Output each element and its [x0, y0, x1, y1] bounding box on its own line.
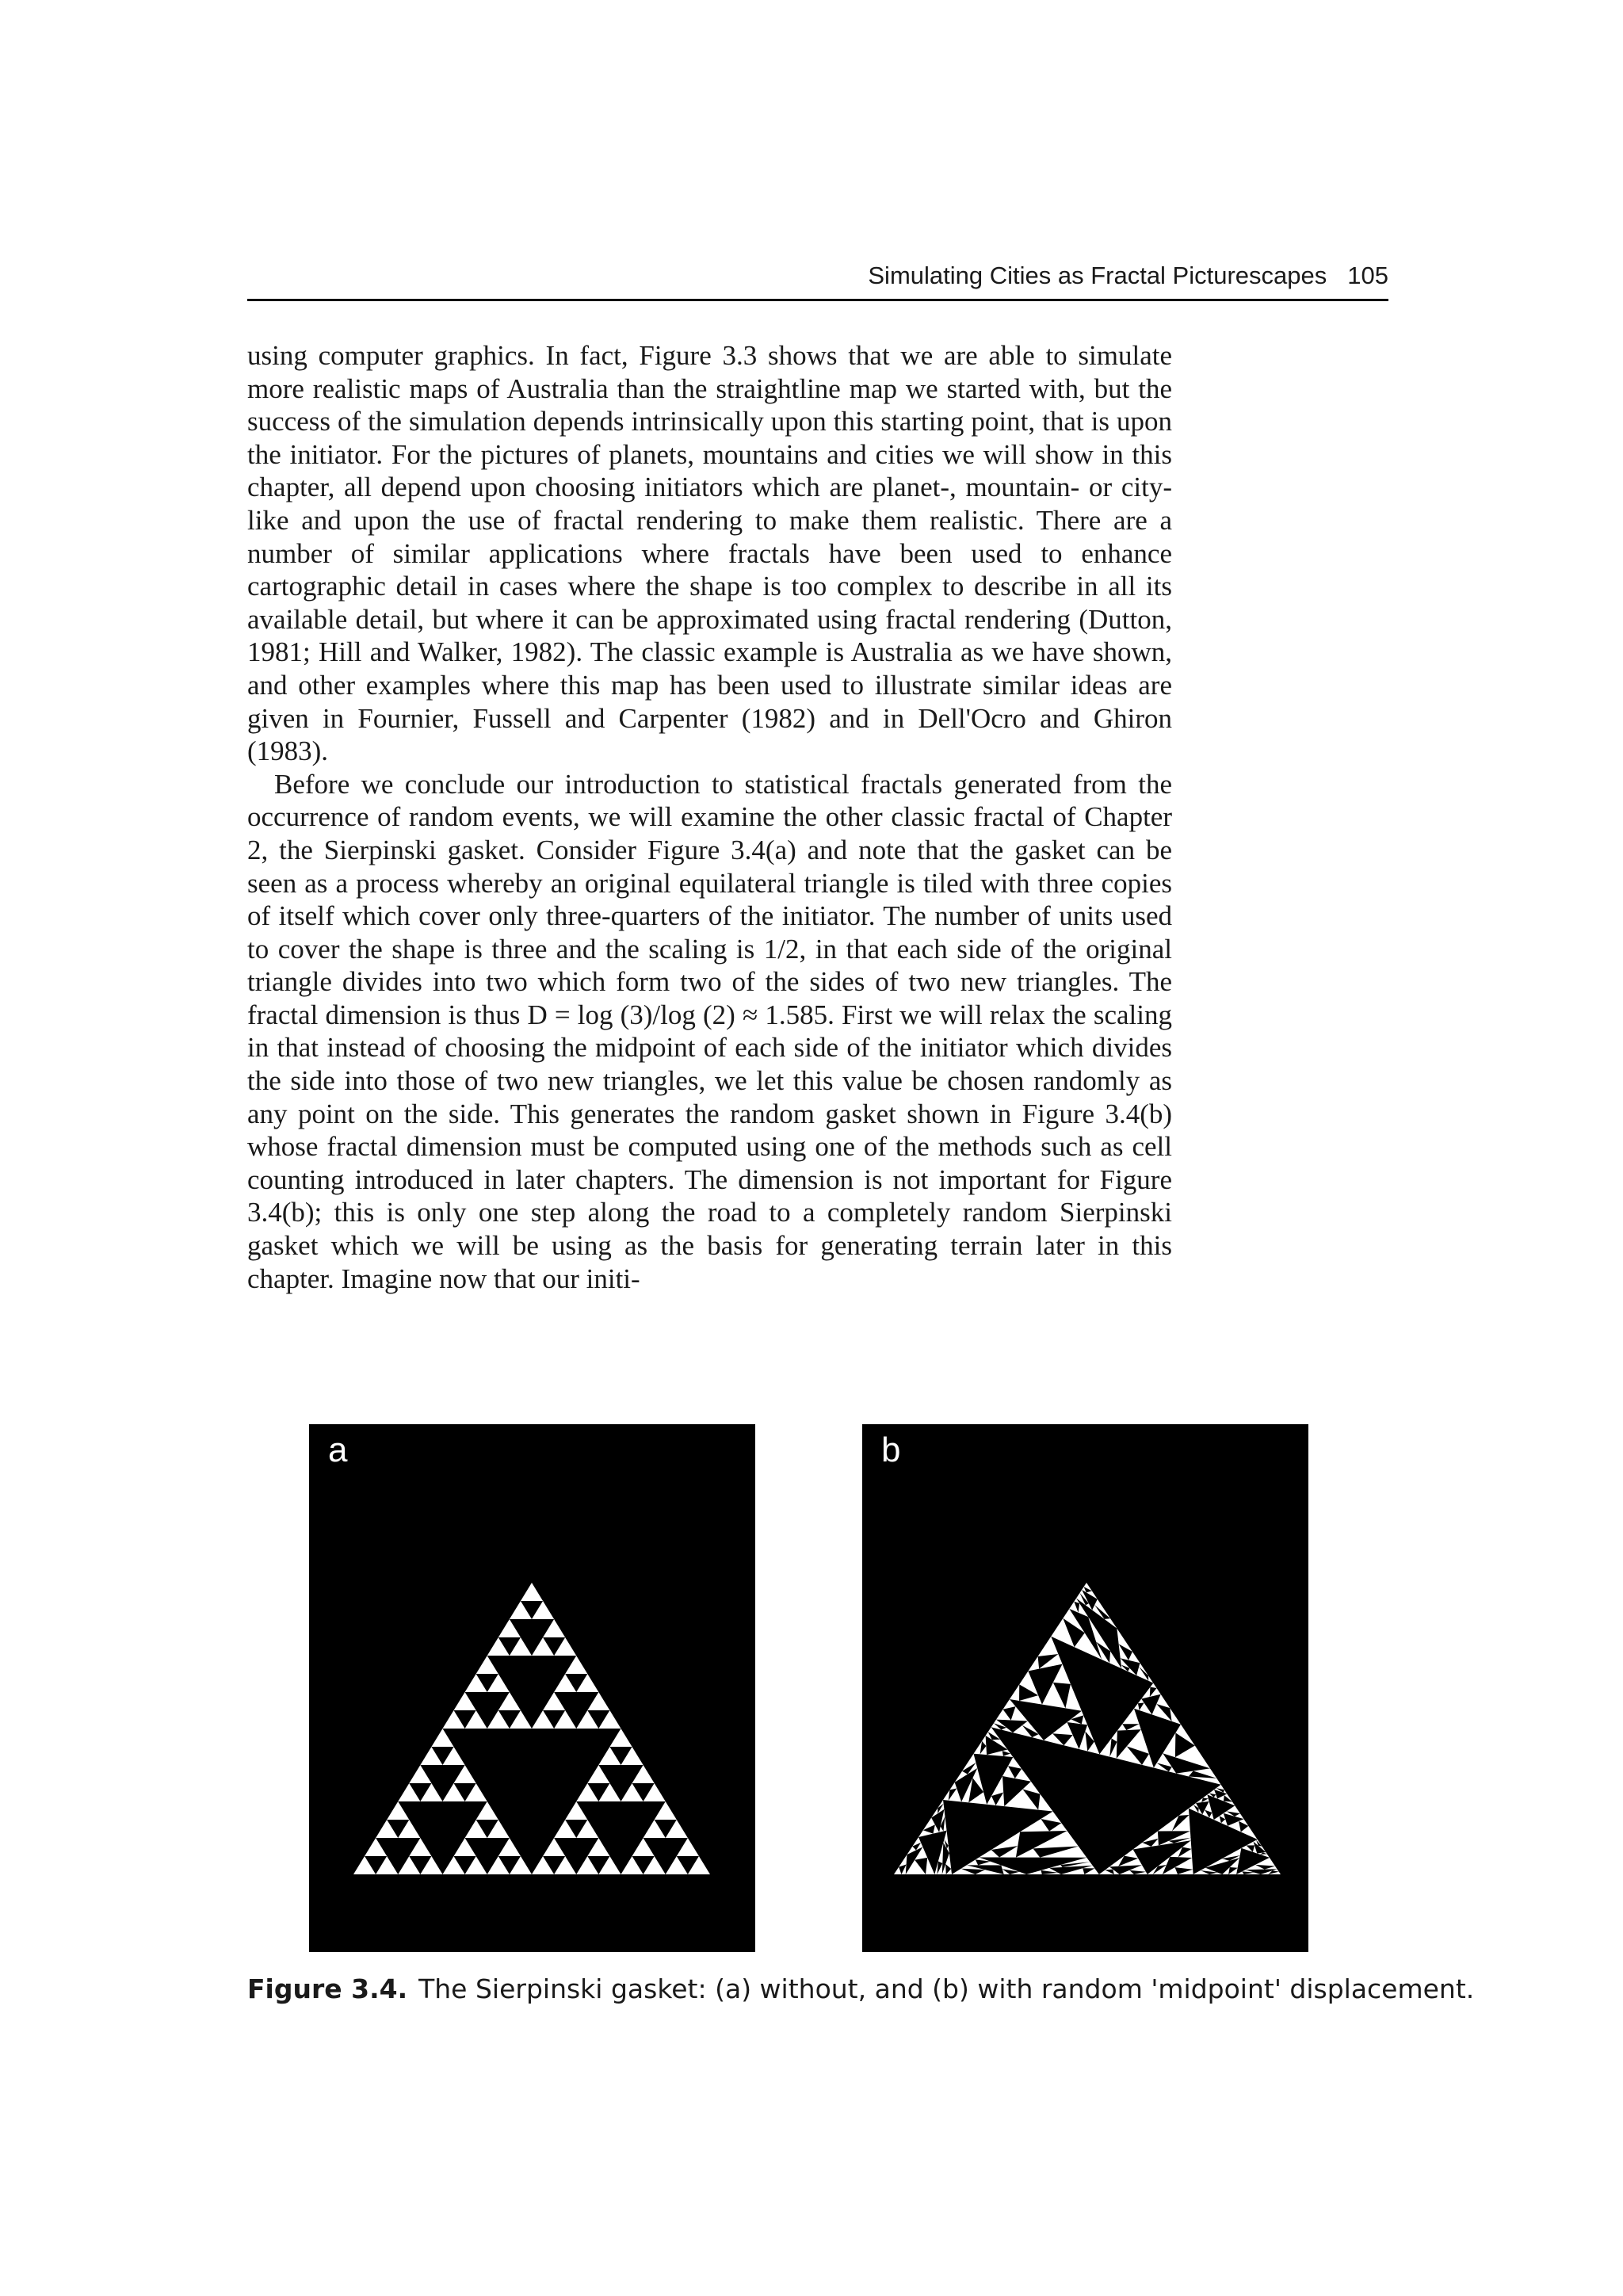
gasket-triangle [1148, 1675, 1153, 1683]
gasket-triangle [1242, 1870, 1254, 1872]
gasket-triangle [1020, 1819, 1049, 1832]
gasket-triangle [587, 1765, 609, 1783]
gasket-triangle [1193, 1768, 1217, 1778]
gasket-triangle [991, 1776, 1003, 1796]
gasket-triangle [621, 1747, 643, 1765]
gasket-triangle [443, 1747, 465, 1765]
gasket-triangle [420, 1783, 442, 1801]
gasket-triangle [1085, 1725, 1094, 1741]
gasket-triangle [1016, 1848, 1040, 1857]
gasket-triangle [1052, 1722, 1073, 1735]
sierpinski-gasket-regular [309, 1424, 755, 1952]
gasket-triangle [1134, 1872, 1148, 1874]
gasket-triangle [1224, 1790, 1227, 1794]
gasket-triangle [454, 1838, 476, 1856]
gasket-triangle [1003, 1699, 1016, 1710]
gasket-triangle [1071, 1711, 1083, 1719]
gasket-triangle [1038, 1637, 1059, 1656]
gasket-triangle [1099, 1870, 1114, 1874]
gasket-triangle [972, 1768, 983, 1792]
gasket-triangle [961, 1865, 985, 1870]
gasket-triangle [1258, 1846, 1266, 1852]
gasket-triangle [1003, 1753, 1013, 1756]
gasket-triangle [1178, 1809, 1189, 1816]
gasket-triangle [587, 1838, 609, 1856]
gasket-triangle [894, 1867, 901, 1874]
gasket-triangle [521, 1583, 543, 1601]
gasket-triangle [576, 1820, 598, 1838]
gasket-triangle [1019, 1671, 1038, 1695]
gasket-triangle [1126, 1724, 1140, 1730]
gasket-triangle [1170, 1708, 1181, 1725]
gasket-triangle [961, 1778, 972, 1802]
gasket-triangle [1203, 1794, 1209, 1798]
gasket-triangle [1112, 1731, 1117, 1742]
gasket-triangle [1086, 1591, 1098, 1599]
gasket-triangle [931, 1808, 938, 1817]
gasket-triangle [1086, 1603, 1092, 1610]
gasket-triangle [899, 1855, 907, 1867]
gasket-triangle [1253, 1845, 1257, 1853]
gasket-triangle [1064, 1735, 1079, 1749]
gasket-triangle [1247, 1842, 1254, 1846]
gasket-triangle [906, 1860, 926, 1874]
gasket-triangle [510, 1856, 532, 1874]
gasket-triangle [1221, 1819, 1228, 1826]
gasket-triangle [991, 1832, 1020, 1850]
gasket-triangle [598, 1856, 621, 1874]
gasket-triangle [532, 1856, 554, 1874]
gasket-triangle [939, 1826, 943, 1832]
gasket-triangle [465, 1674, 487, 1692]
gasket-triangle [979, 1850, 999, 1858]
gasket-triangle [1004, 1790, 1038, 1810]
gasket-triangle [901, 1865, 906, 1874]
gasket-triangle [465, 1856, 487, 1874]
panel-label-b: b [881, 1431, 901, 1469]
gasket-triangle [1273, 1869, 1279, 1871]
gasket-triangle [987, 1751, 1003, 1756]
gasket-triangle [543, 1692, 565, 1710]
gasket-triangle [915, 1847, 927, 1859]
gasket-triangle [487, 1820, 510, 1838]
gasket-triangle [1082, 1715, 1087, 1725]
gasket-triangle [1159, 1841, 1174, 1846]
gasket-triangle [1236, 1871, 1244, 1874]
gasket-triangle [398, 1820, 420, 1838]
gasket-triangle [1239, 1819, 1248, 1826]
gasket-triangle [933, 1824, 939, 1833]
gasket-triangle [353, 1856, 376, 1874]
gasket-triangle [1222, 1867, 1229, 1874]
gasket-triangle [543, 1838, 565, 1856]
gasket-triangle [1039, 1654, 1062, 1669]
gasket-triangle [376, 1856, 398, 1874]
gasket-triangle [942, 1864, 946, 1874]
figure-caption [247, 1973, 1475, 2004]
gasket-triangle [1038, 1794, 1052, 1812]
gasket-triangle [376, 1820, 398, 1838]
gasket-triangle [1176, 1771, 1193, 1776]
gasket-triangle [565, 1656, 587, 1674]
gasket-triangle [554, 1820, 576, 1838]
gasket-triangle [1209, 1873, 1222, 1874]
gasket-triangle [554, 1637, 576, 1656]
gasket-triangle [1142, 1754, 1154, 1768]
gasket-triangle [1224, 1801, 1235, 1806]
gasket-triangle [1141, 1687, 1150, 1699]
gasket-triangle [510, 1710, 532, 1729]
gasket-triangle [1028, 1656, 1039, 1671]
gasket-triangle [1042, 1683, 1065, 1709]
gasket-triangle [1246, 1865, 1265, 1870]
gasket-triangle [1150, 1683, 1156, 1688]
gasket-triangle [1205, 1859, 1229, 1867]
gasket-triangle [532, 1710, 554, 1729]
gasket-triangle [677, 1838, 699, 1856]
gasket-triangle [1228, 1821, 1241, 1832]
gasket-triangle [609, 1729, 632, 1747]
gasket-triangle [982, 1736, 986, 1746]
gasket-triangle [487, 1637, 510, 1656]
gasket-triangle [465, 1783, 487, 1801]
gasket-triangle [1169, 1767, 1176, 1773]
gasket-triangle [1125, 1849, 1139, 1858]
gasket-triangle [947, 1846, 949, 1853]
gasket-triangle [918, 1830, 933, 1837]
gasket-triangle [1263, 1852, 1267, 1854]
gasket-triangle [1227, 1805, 1240, 1813]
gasket-triangle [409, 1765, 431, 1783]
gasket-triangle [1010, 1872, 1026, 1874]
gasket-triangle [926, 1858, 934, 1874]
gasket-triangle [1158, 1857, 1170, 1866]
gasket-triangle [1241, 1845, 1253, 1851]
gasket-triangle [1138, 1698, 1144, 1703]
gasket-triangle [1140, 1703, 1152, 1715]
paragraph: using computer graphics. In fact, Figure 3.3 shows that we are able to simulate more realistic maps of Australia than the straightline map we started with, but the success of the simulation depends intrinsically upon this starting point, that is upon the initiator. For the pictures of planets, mountains and cities we will show in this chapter, all depend upon choosing initiators which are planet-, mountain- or city-like and upon the use of fractal rendering to make them realistic. There are a number of similar applications where fractals have been used to enhance cartographic detail in cases where the shape is too complex to describe in all its available detail, but where it can be approximated using fractal rendering (Dutton, 1981; Hill and Walker, 1982). The classic example is Australia as we have shown, and other examples where this map has been used to illustrate similar ideas are given in Fournier, Fussell and Carpenter (1982) and in Dell'Ocro and Ghiron (1983). [247, 340, 1172, 767]
gasket-triangle [949, 1788, 961, 1801]
gasket-triangle [1120, 1870, 1134, 1874]
gasket-triangle [510, 1637, 532, 1656]
gasket-triangle [1099, 1738, 1111, 1756]
gasket-triangle [946, 1869, 952, 1874]
gasket-triangle [980, 1746, 987, 1755]
gasket-triangle [1214, 1794, 1217, 1798]
gasket-triangle [1117, 1724, 1126, 1730]
gasket-triangle [365, 1838, 387, 1856]
gasket-triangle [1026, 1870, 1041, 1874]
gasket-triangle [554, 1674, 576, 1692]
gasket-triangle [992, 1740, 1008, 1750]
gasket-triangle [465, 1820, 487, 1838]
gasket-triangle [398, 1856, 420, 1874]
gasket-triangle [598, 1747, 621, 1765]
figure-panel-a [309, 1424, 755, 1952]
gasket-triangle [532, 1637, 554, 1656]
gasket-triangle [1182, 1840, 1191, 1849]
gasket-triangle [420, 1856, 442, 1874]
gasket-triangle [443, 1856, 465, 1874]
paragraph: Before we conclude our introduction to statistical fractals generated from the occurrence of random events, we will examine the other classic fractal of Chapter 2, the Sierpinski gasket. Consider Figure 3.4(a) and note that the gasket can be seen as a process whereby an original equilateral triangle is tiled with three copies of itself which cover only three-quarters of the initiator. The number of units used to cover the shape is three and the scaling is 1/2, in that each side of the original triangle divides into two which form two of the sides of two new triangles. The fractal dimension is thus D = log (3)/log (2) ≈ 1.585. First we will relax the scaling in that instead of choosing the midpoint of each side of the initiator which divides the side into those of two new triangles, we let this value be chosen randomly as any point on the side. This generates the random gasket shown in Figure 3.4(b) whose fractal dimension must be computed using one of the methods such as cell counting introduced in later chapters. The dimension is not important for Figure 3.4(b); this is only one step along the road to a completely random Sierpinski gasket which we will be using as the basis for generating terrain later in this chapter. Imagine now that our initi- [247, 768, 1172, 1294]
gasket-triangle [968, 1792, 987, 1805]
gasket-triangle [1002, 1749, 1010, 1753]
gasket-triangle [1178, 1870, 1193, 1874]
gasket-triangle [532, 1601, 554, 1619]
gasket-triangle [1133, 1843, 1151, 1850]
gasket-triangle [923, 1818, 935, 1831]
gasket-triangle [1163, 1733, 1175, 1757]
gasket-triangle [409, 1838, 431, 1856]
gasket-triangle [1175, 1858, 1193, 1870]
gasket-triangle [443, 1710, 465, 1729]
gasket-triangle [1084, 1868, 1098, 1874]
gasket-triangle [1127, 1729, 1149, 1754]
gasket-triangle [643, 1783, 666, 1801]
gasket-triangle [934, 1862, 938, 1874]
gasket-triangle [498, 1838, 521, 1856]
gasket-triangle [937, 1863, 942, 1874]
gasket-triangle [632, 1765, 655, 1783]
gasket-triangle [1002, 1728, 1014, 1733]
gasket-triangle [996, 1793, 1005, 1807]
panel-label-a: a [328, 1431, 348, 1469]
gasket-triangle [976, 1858, 991, 1862]
running-head [247, 262, 1388, 301]
gasket-triangle [1220, 1813, 1226, 1819]
gasket-triangle [1128, 1652, 1140, 1663]
gasket-triangle [576, 1674, 598, 1692]
gasket-triangle [1044, 1733, 1064, 1745]
gasket-triangle [1079, 1731, 1088, 1751]
gasket-triangle [1257, 1853, 1262, 1855]
gasket-triangle [1109, 1651, 1121, 1668]
gasket-triangle [454, 1765, 476, 1783]
gasket-triangle [967, 1859, 978, 1865]
gasket-triangle [465, 1710, 487, 1729]
gasket-triangle [1142, 1831, 1158, 1842]
gasket-triangle [643, 1856, 666, 1874]
gasket-triangle [1042, 1873, 1061, 1874]
figure-panel-b [862, 1424, 1308, 1952]
gasket-triangle [387, 1801, 409, 1820]
gasket-triangle [454, 1692, 476, 1710]
gasket-triangle [974, 1741, 982, 1755]
gasket-triangle [945, 1853, 951, 1869]
gasket-triangle [643, 1820, 666, 1838]
gasket-triangle [666, 1856, 688, 1874]
gasket-triangle [666, 1820, 688, 1838]
gasket-triangle [1011, 1706, 1028, 1721]
gasket-triangle [1170, 1847, 1182, 1858]
gasket-triangle [1113, 1870, 1119, 1874]
gasket-triangle [1175, 1746, 1210, 1769]
gasket-triangle [1053, 1664, 1071, 1684]
gasket-triangle [1049, 1823, 1067, 1831]
gasket-triangle [576, 1783, 598, 1801]
gasket-triangle [554, 1856, 576, 1874]
gasket-triangle [621, 1783, 643, 1801]
gasket-triangle [476, 1656, 498, 1674]
gasket-triangle [1049, 1865, 1062, 1868]
gasket-triangle [1008, 1757, 1022, 1769]
gasket-triangle [565, 1801, 587, 1820]
gasket-triangle [1150, 1688, 1161, 1697]
gasket-triangle [1235, 1813, 1243, 1819]
gasket-triangle [1241, 1826, 1258, 1839]
gasket-triangle [1010, 1684, 1019, 1701]
gasket-triangle [1087, 1742, 1099, 1755]
gasket-triangle [976, 1870, 1004, 1874]
gasket-triangle [1122, 1709, 1139, 1725]
page-number: 105 [1347, 262, 1388, 289]
gasket-triangle [1002, 1766, 1015, 1778]
caption-text: The Sierpinski gasket: (a) without, and (b) with random 'midpoint' displacement. [418, 1973, 1475, 2004]
gasket-triangle [1041, 1812, 1061, 1824]
gasket-triangle [576, 1710, 598, 1729]
gasket-triangle [632, 1838, 655, 1856]
gasket-triangle [598, 1783, 621, 1801]
gasket-triangle [420, 1747, 442, 1765]
gasket-triangle [587, 1692, 609, 1710]
gasket-triangle [1175, 1725, 1194, 1746]
gasket-triangle [1129, 1865, 1146, 1872]
gasket-triangle [955, 1771, 968, 1782]
gasket-triangle [443, 1783, 465, 1801]
gasket-triangle [1067, 1719, 1081, 1724]
gasket-triangle [621, 1856, 643, 1874]
gasket-triangle [1255, 1858, 1275, 1866]
gasket-triangle [1224, 1794, 1232, 1801]
gasket-triangle [1105, 1866, 1113, 1870]
gasket-triangle [1156, 1694, 1170, 1708]
gasket-triangle [510, 1601, 532, 1619]
gasket-triangle [1201, 1798, 1209, 1802]
gasket-triangle [1244, 1873, 1261, 1874]
gasket-triangle [1134, 1703, 1140, 1710]
gasket-triangle [907, 1847, 915, 1855]
gasket-triangle [487, 1710, 510, 1729]
gasket-triangle [598, 1710, 621, 1729]
gasket-triangle [1032, 1734, 1044, 1740]
caption-label: Figure 3.4. [247, 1973, 408, 2004]
gasket-triangle [1065, 1684, 1081, 1711]
gasket-triangle [996, 1710, 1011, 1721]
gasket-triangle [1105, 1618, 1117, 1628]
gasket-triangle [1265, 1866, 1277, 1870]
sierpinski-gasket-random [862, 1424, 1308, 1952]
gasket-triangle [1230, 1858, 1239, 1867]
gasket-triangle [1041, 1868, 1058, 1873]
gasket-triangle [476, 1801, 498, 1820]
gasket-triangle [1209, 1813, 1214, 1820]
gasket-triangle [487, 1674, 510, 1692]
gasket-triangle [398, 1783, 420, 1801]
gasket-triangle [498, 1619, 521, 1637]
gasket-triangle [1214, 1816, 1221, 1823]
gasket-triangle [1217, 1795, 1224, 1801]
gasket-triangle [987, 1796, 995, 1805]
gasket-triangle [1061, 1868, 1084, 1874]
gasket-triangle [1040, 1847, 1086, 1858]
gasket-triangle [498, 1692, 521, 1710]
gasket-triangle [949, 1782, 957, 1790]
gasket-triangle [943, 1790, 949, 1800]
gasket-triangle [1033, 1831, 1079, 1848]
gasket-triangle [1228, 1868, 1238, 1874]
gasket-triangle [487, 1856, 510, 1874]
running-title: Simulating Cities as Fractal Picturescapes [868, 262, 1327, 289]
gasket-triangle [1019, 1695, 1042, 1705]
gasket-triangle [1198, 1808, 1202, 1814]
gasket-triangle [1205, 1801, 1212, 1813]
gasket-triangle [655, 1801, 677, 1820]
gasket-triangle [1015, 1769, 1031, 1782]
gasket-triangle [1022, 1782, 1040, 1794]
gasket-triangle [576, 1856, 598, 1874]
gasket-triangle [938, 1843, 943, 1863]
gasket-triangle [1260, 1854, 1270, 1858]
body-text [247, 339, 1172, 1295]
gasket-triangle [543, 1619, 565, 1637]
gasket-triangle [554, 1710, 576, 1729]
gasket-triangle [978, 1862, 1001, 1866]
gasket-triangle [1209, 1790, 1216, 1794]
gasket-triangle [1128, 1668, 1136, 1675]
gasket-triangle [952, 1869, 976, 1874]
gasket-triangle [688, 1856, 710, 1874]
gasket-triangle [431, 1729, 453, 1747]
